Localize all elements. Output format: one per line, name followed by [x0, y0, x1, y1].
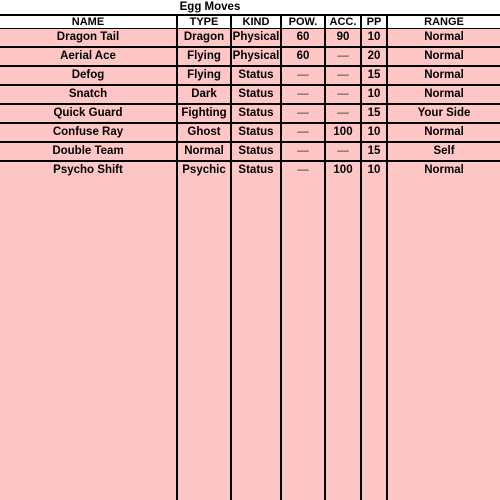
move-power: — — [297, 164, 309, 176]
move-accuracy: — — [337, 50, 349, 62]
move-type: Dark — [191, 88, 217, 100]
move-range: Normal — [424, 50, 464, 62]
column-header-power: POW. — [288, 16, 318, 28]
move-power: — — [297, 126, 309, 138]
egg-moves-table — [0, 14, 500, 500]
move-kind: Status — [238, 145, 274, 157]
table-title: Egg Moves — [0, 0, 420, 14]
move-accuracy: — — [337, 88, 349, 100]
move-pp: 15 — [367, 107, 381, 119]
table-row — [0, 143, 500, 162]
move-pp: 20 — [367, 50, 381, 62]
move-kind: Status — [238, 88, 274, 100]
move-range: Normal — [424, 88, 464, 100]
move-power: — — [297, 145, 309, 157]
move-kind: Physical — [232, 31, 280, 43]
table-row — [0, 67, 500, 86]
move-pp: 10 — [367, 126, 381, 138]
move-name: Aerial Ace — [60, 50, 116, 62]
move-pp: 15 — [367, 145, 381, 157]
table-row — [0, 29, 500, 48]
column-header-type: TYPE — [189, 16, 219, 28]
move-accuracy: — — [337, 145, 349, 157]
table-header-row — [0, 14, 500, 29]
move-range: Self — [433, 145, 455, 157]
move-name: Quick Guard — [53, 107, 123, 119]
table-row — [0, 86, 500, 105]
move-power: — — [297, 88, 309, 100]
move-type: Psychic — [182, 164, 226, 176]
move-type: Fighting — [181, 107, 227, 119]
move-pp: 10 — [367, 88, 381, 100]
move-accuracy: 100 — [333, 164, 353, 176]
move-name: Snatch — [68, 88, 108, 100]
column-divider — [324, 14, 326, 500]
move-range: Normal — [424, 31, 464, 43]
move-power: — — [297, 107, 309, 119]
move-name: Confuse Ray — [52, 126, 124, 138]
move-type: Dragon — [183, 31, 225, 43]
column-header-kind: KIND — [242, 16, 270, 28]
table-row — [0, 124, 500, 143]
move-range: Normal — [424, 69, 464, 81]
move-pp: 10 — [367, 164, 381, 176]
table-row — [0, 48, 500, 67]
column-divider — [230, 14, 232, 500]
move-kind: Status — [238, 107, 274, 119]
move-power: — — [297, 69, 309, 81]
move-accuracy: 100 — [333, 126, 353, 138]
column-header-range: RANGE — [424, 16, 464, 28]
move-type: Flying — [187, 50, 221, 62]
column-header-name: NAME — [71, 16, 105, 28]
move-type: Flying — [187, 69, 221, 81]
column-header-accuracy: ACC. — [329, 16, 357, 28]
table-row — [0, 162, 500, 181]
move-kind: Physical — [232, 50, 280, 62]
move-pp: 15 — [367, 69, 381, 81]
column-divider — [386, 14, 388, 500]
move-accuracy: — — [337, 69, 349, 81]
move-accuracy: — — [337, 107, 349, 119]
table-row — [0, 105, 500, 124]
move-kind: Status — [238, 126, 274, 138]
column-divider — [280, 14, 282, 500]
move-accuracy: 90 — [336, 31, 350, 43]
move-power: 60 — [296, 31, 310, 43]
move-pp: 10 — [367, 31, 381, 43]
move-name: Dragon Tail — [56, 31, 120, 43]
move-range: Normal — [424, 126, 464, 138]
column-header-pp: PP — [366, 16, 382, 28]
move-type: Normal — [184, 145, 224, 157]
move-range: Your Side — [417, 107, 471, 119]
column-divider — [360, 14, 362, 500]
move-range: Normal — [424, 164, 464, 176]
move-power: 60 — [296, 50, 310, 62]
move-type: Ghost — [187, 126, 221, 138]
move-name: Double Team — [52, 145, 124, 157]
move-kind: Status — [238, 69, 274, 81]
move-name: Psycho Shift — [53, 164, 123, 176]
move-name: Defog — [71, 69, 105, 81]
move-kind: Status — [238, 164, 274, 176]
column-divider — [176, 14, 178, 500]
